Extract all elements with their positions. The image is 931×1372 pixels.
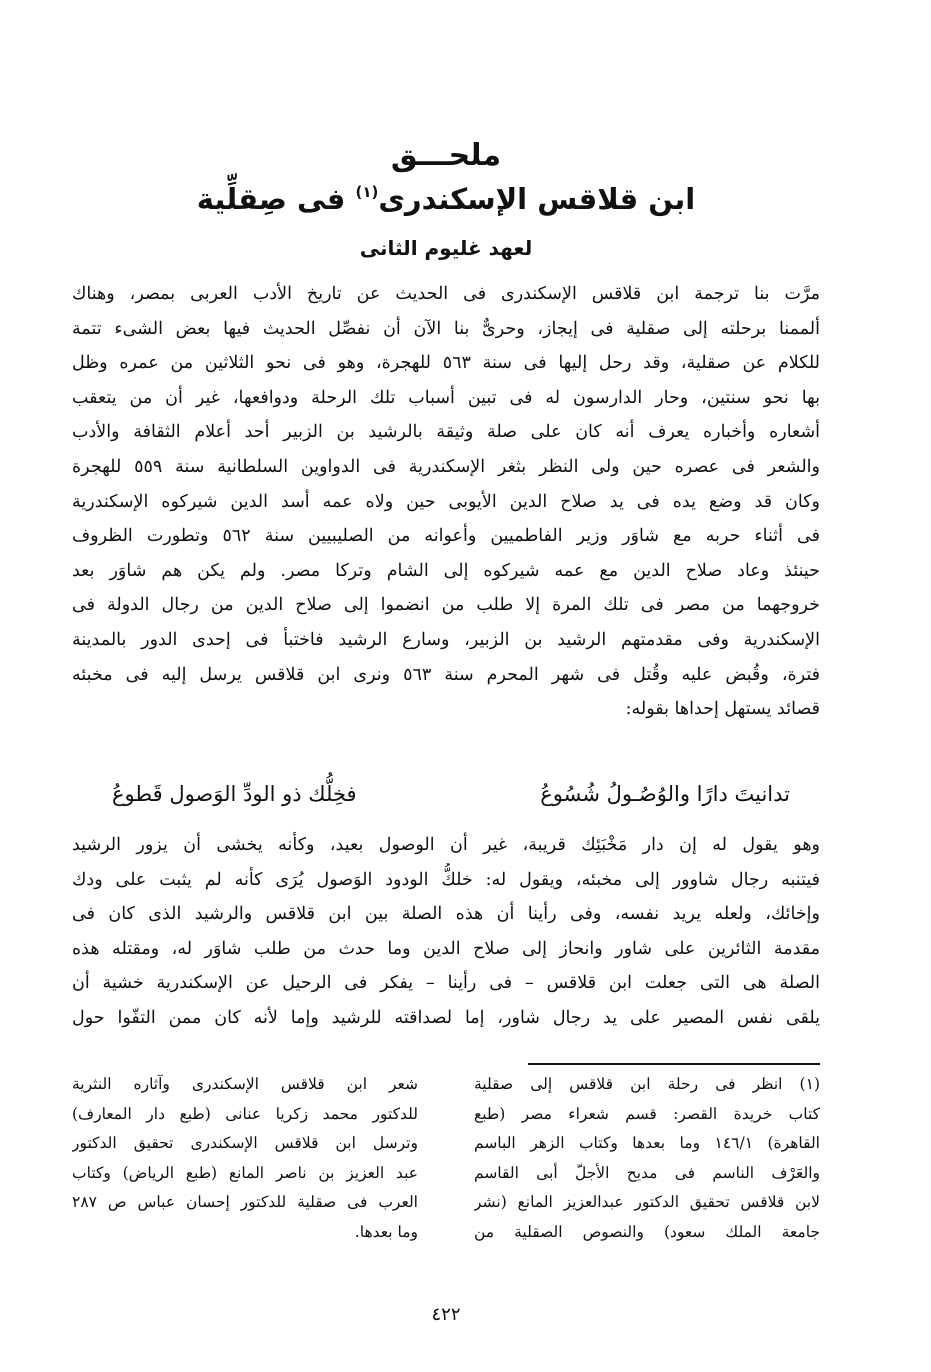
appendix-heading: ملحـــق [390,138,502,173]
footnote-line: لابن قلاقس تحقيق الدكتور عبدالعزيز المانع (نشر [474,1193,820,1211]
text-line: الصلة هى التى جعلت ابن قلاقس – فى رأينا – يفكر فى الرحيل عن الإسكندرية خشية أن [72,973,820,994]
footnote-line: العرب فى صقلية للدكتور إحسان عباس ص ٢٨٧ [72,1193,418,1211]
verse-hemistich-second: فخِلُّك ذو الودِّ الوَصول قَطوعُ [112,782,357,806]
text-line: فترة، وقُبض عليه وقُتل فى شهر المحرم سنة ٥٦٣ ونرى ابن قلاقس يرسل إليه فى مخبئه [72,664,820,685]
text-line: وهو يقول له إن دار مَخْبَئِك قريبة، غير أن الوصول بعيد، وكأنه يخشى أن يزور الرشيد [72,835,820,855]
poetry-verse [112,774,790,814]
footnote-line: عبد العزيز بن ناصر المانع (طبع الرياض) وكتاب [72,1163,418,1182]
text-line: فى أثناء حربه مع شاوَر وزير الفاطميين وأعوانه من الصليبيين سنة ٥٦٢ وتطورت الظروف [72,526,820,547]
footnote-line: والعَرْف الناسم فى مديح الأجلّ أبى القاسم [474,1163,820,1182]
footnote-line: وترسل ابن قلاقس الإسكندرى تحقيق الدكتور [72,1134,418,1152]
paragraph-2 [72,828,820,1036]
text-line: الإسكندرية وفى مقدمتهم الرشيد بن الزبير، وسارع الرشيد فاختبأ فى إحدى الدور بالمدينة [72,629,820,650]
footnote-line: جامعة الملك سعود) والنصوص الصقلية من [474,1222,820,1241]
text-line: خروجهما من مصر فى تلك المرة إلا طلب من انضموا إلى صلاح الدين من رجال الدولة فى [72,595,820,616]
footnote-divider [528,1063,820,1065]
text-line: أشعاره وأخباره يعرف أنه كان على صلة وثيقة بالرشيد بن الزبير أحد أعلام الثقافة والأدب [72,422,820,443]
footnote-column-left [72,1070,418,1247]
text-line: مرَّت بنا ترجمة ابن قلاقس الإسكندرى فى الحديث عن تاريخ الأدب العربى بمصر، وهناك [72,284,820,304]
text-line: بها نحو سنتين، وحار الدارسون له فى تبين أسباب تلك الرحلة ودوافعها، غير أن من يتعقب [72,387,820,408]
text-line: قصائد يستهل إحداها بقوله: [625,699,820,720]
footnote-line: كتاب خريدة القصر: قسم شعراء مصر (طبع [474,1104,820,1123]
title-text: ابن قلاقس الإسكندرى [378,182,696,216]
text-line: حينئذ وعاد صلاح الدين مع عمه شيركوه إلى الشام وتركا مصر. ولم يكن هم شاوَر بعد [72,560,820,581]
verse-hemistich-first: تدانيتَ دارًا والوُصُـولُ شُسُوعُ [540,782,790,806]
text-line: مقدمة الثائرين على شاور وانحاز إلى صلاح الدين وما حدث من طلب شاوَر له، ومقتله هذه [72,938,820,959]
footnote-marker[interactable]: (١) [355,183,379,201]
chapter-title [72,182,820,216]
text-line: وإخائك، ولعله يريد نفسه، وفى رأينا أن هذه الصلة بين ابن قلاقس والرشيد الذى كان فى [72,904,820,925]
page-number: ٤٢٢ [431,1304,461,1325]
footnote-line: (١) انظر فى رحلة ابن قلاقس إلى صقلية [474,1075,820,1093]
title-suffix: فى صِقلِّية [196,182,346,216]
footnote-column-right [474,1070,820,1247]
footnote-line: القاهرة) ١٤٦/١ وما بعدها وكتاب الزهر الباسم [474,1134,820,1152]
text-line: وكان قد وضع يده فى يد صلاح الدين الأيوبى حين ولاه عمه أسد الدين شيركوه الإسكندرية [72,491,820,512]
text-line: يلقى نفس المصير على يد رجال شاور، إما لصداقته للرشيد وإما لأنه كان ممن التفّوا حول [72,1007,820,1028]
paragraph-1 [72,277,820,727]
footnote-line: وما بعدها. [354,1222,418,1241]
footnote-line: للدكتور محمد زكريا عنانى (طبع دار المعارف) [72,1104,418,1123]
chapter-subtitle: لعهد غليوم الثانى [359,236,533,260]
book-page [72,0,820,1372]
text-line: ألممنا برحلته إلى صقلية فى إيجاز، وحرىٌّ بنا الآن أن نفصِّل الحديث فيها بعض الشىء تتمة [72,318,820,339]
footnote-line: شعر ابن قلاقس الإسكندرى وآثاره النثرية [72,1075,418,1093]
text-line: للكلام عن صقلية، وقد رحل إليها فى سنة ٥٦٣ للهجرة، وهو فى نحو الثلاثين من عمره وظل [72,353,820,374]
text-line: والشعر فى عصره حين ولى النظر بثغر الإسكندرية فى الدواوين السلطانية سنة ٥٥٩ للهجرة [72,456,820,477]
text-line: فيتنبه رجال شاوور إلى مخبئه، ويقول له: خلكُّ الودود الوَصول يُرَى كأنه لم يثبت على ودك [72,869,820,890]
